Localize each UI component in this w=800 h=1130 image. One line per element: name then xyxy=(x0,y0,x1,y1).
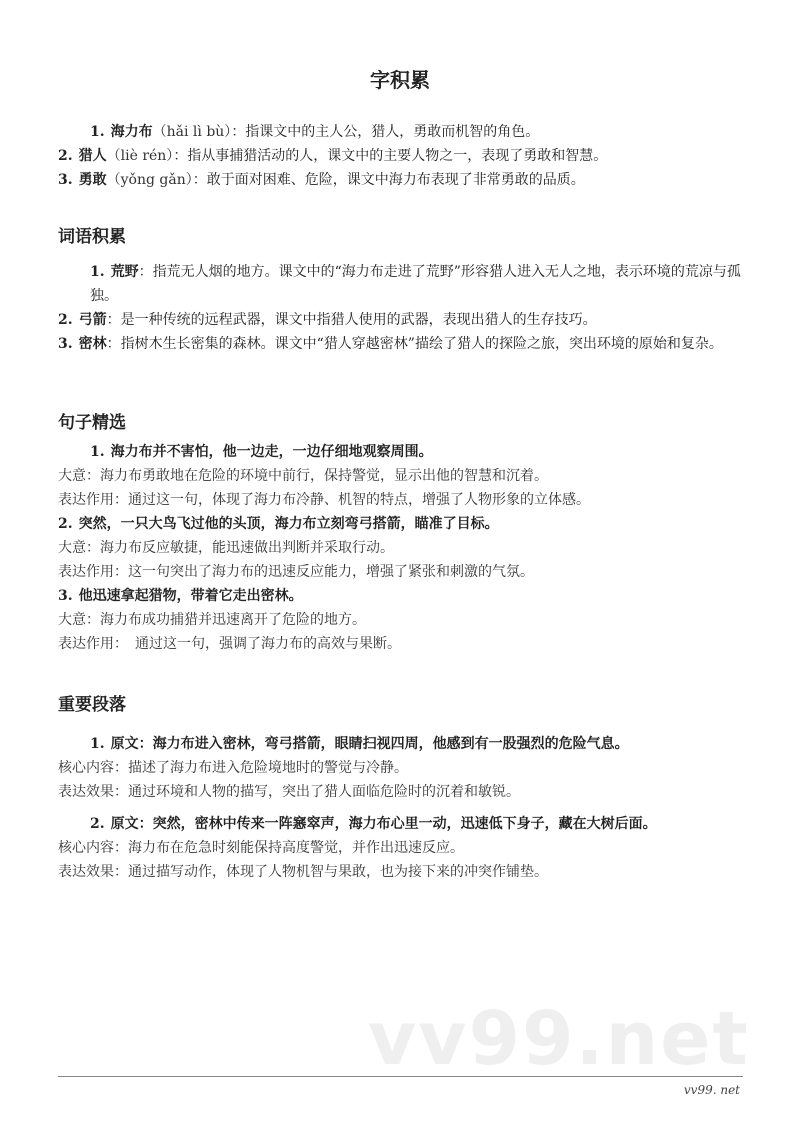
sentence-effect: 表达作用： 通过这一句，强调了海力布的高效与果断。 xyxy=(58,636,401,652)
item-pinyin: （hǎi lì bù） xyxy=(152,124,232,140)
item-desc: ：指从事捕猎活动的人，课文中的主要人物之一，表现了勇敢和智慧。 xyxy=(173,148,608,164)
sentence-text: 突然，一只大鸟飞过他的头顶，海力布立刻弯弓搭箭，瞄准了目标。 xyxy=(78,516,499,532)
item-desc: ：指荒无人烟的地方。课文中的“海力布走进了荒野”形容猎人进入无人之地，表示环境的荒凉与孤独。 xyxy=(90,264,741,304)
item-number: 1. xyxy=(90,444,105,460)
paragraph-original: 原文：海力布进入密林，弯弓搭箭，眼睛扫视四周，他感到有一股强烈的危险气息。 xyxy=(110,736,629,752)
sentence-list xyxy=(58,440,743,656)
item-term: 密林 xyxy=(78,336,107,352)
paragraph-effect: 表达效果：通过环境和人物的描写，突出了猎人面临危险时的沉着和敏锐。 xyxy=(58,784,520,800)
list-item xyxy=(58,308,743,332)
item-desc: ：是一种传统的远程武器，课文中指猎人使用的武器，表现出猎人的生存技巧。 xyxy=(106,312,597,328)
item-desc: ：指课文中的主人公，猎人，勇敢而机智的角色。 xyxy=(231,124,540,140)
sentence-text: 海力布并不害怕，他一边走，一边仔细地观察周围。 xyxy=(110,444,433,460)
char-list xyxy=(58,120,743,192)
list-item xyxy=(58,260,743,308)
paragraph-item xyxy=(58,732,743,756)
item-term: 荒野 xyxy=(110,264,139,280)
item-term: 弓箭 xyxy=(78,312,107,328)
item-number: 2. xyxy=(90,816,105,832)
sentence-meaning: 大意：海力布反应敏捷，能迅速做出判断并采取行动。 xyxy=(58,540,394,556)
item-pinyin: （yǒng gǎn） xyxy=(106,172,193,188)
item-number: 2. xyxy=(58,148,73,164)
item-number: 3. xyxy=(58,172,73,188)
item-pinyin: （liè rén） xyxy=(106,148,174,164)
list-item xyxy=(58,168,743,192)
item-number: 2. xyxy=(58,312,73,328)
page-title: 字积累 xyxy=(370,68,430,92)
section-heading: 重要段落 xyxy=(58,695,126,715)
item-number: 3. xyxy=(58,336,73,352)
list-item xyxy=(58,144,743,168)
sentence-effect: 表达作用：这一句突出了海力布的迅速反应能力，增强了紧张和刺激的气氛。 xyxy=(58,564,534,580)
paragraph-list xyxy=(58,732,743,884)
item-number: 1. xyxy=(90,736,105,752)
watermark: vv99.net xyxy=(368,996,750,1082)
paragraph-core: 核心内容：海力布在危急时刻能保持高度警觉，并作出迅速反应。 xyxy=(58,840,464,856)
item-number: 3. xyxy=(58,588,73,604)
word-list xyxy=(58,260,743,356)
sentence-effect: 表达作用：通过这一句，体现了海力布冷静、机智的特点，增强了人物形象的立体感。 xyxy=(58,492,590,508)
item-number: 1. xyxy=(90,264,105,280)
paragraph-core: 核心内容：描述了海力布进入危险境地时的警觉与冷静。 xyxy=(58,760,408,776)
sentence-text: 他迅速拿起猎物，带着它走出密林。 xyxy=(78,588,303,604)
list-item xyxy=(58,332,743,356)
item-number: 1. xyxy=(90,124,105,140)
item-number: 2. xyxy=(58,516,73,532)
item-desc: ：敢于面对困难、危险，课文中海力布表现了非常勇敢的品质。 xyxy=(192,172,585,188)
sentence-meaning: 大意：海力布勇敢地在危险的环境中前行，保持警觉，显示出他的智慧和沉着。 xyxy=(58,468,548,484)
section-heading: 词语积累 xyxy=(58,227,126,247)
paragraph-item xyxy=(58,812,743,836)
section-heading: 句子精选 xyxy=(58,413,126,433)
paragraph-original: 原文：突然，密林中传来一阵窸窣声，海力布心里一动，迅速低下身子，藏在大树后面。 xyxy=(110,816,657,832)
item-term: 勇敢 xyxy=(78,172,107,188)
sentence-meaning: 大意：海力布成功捕猎并迅速离开了危险的地方。 xyxy=(58,612,366,628)
paragraph-effect: 表达效果：通过描写动作，体现了人物机智与果敢，也为接下来的冲突作铺垫。 xyxy=(58,864,548,880)
sentence-item xyxy=(58,584,743,608)
list-item xyxy=(58,120,743,144)
item-term: 海力布 xyxy=(110,124,153,140)
item-term: 猎人 xyxy=(78,148,107,164)
footer-divider xyxy=(58,1076,743,1077)
sentence-item xyxy=(58,440,743,464)
footer-site: vv99. net xyxy=(683,1083,740,1097)
item-desc: ：指树木生长密集的森林。课文中“猎人穿越密林”描绘了猎人的探险之旅，突出环境的原始和复杂。 xyxy=(106,336,723,352)
sentence-item xyxy=(58,512,743,536)
